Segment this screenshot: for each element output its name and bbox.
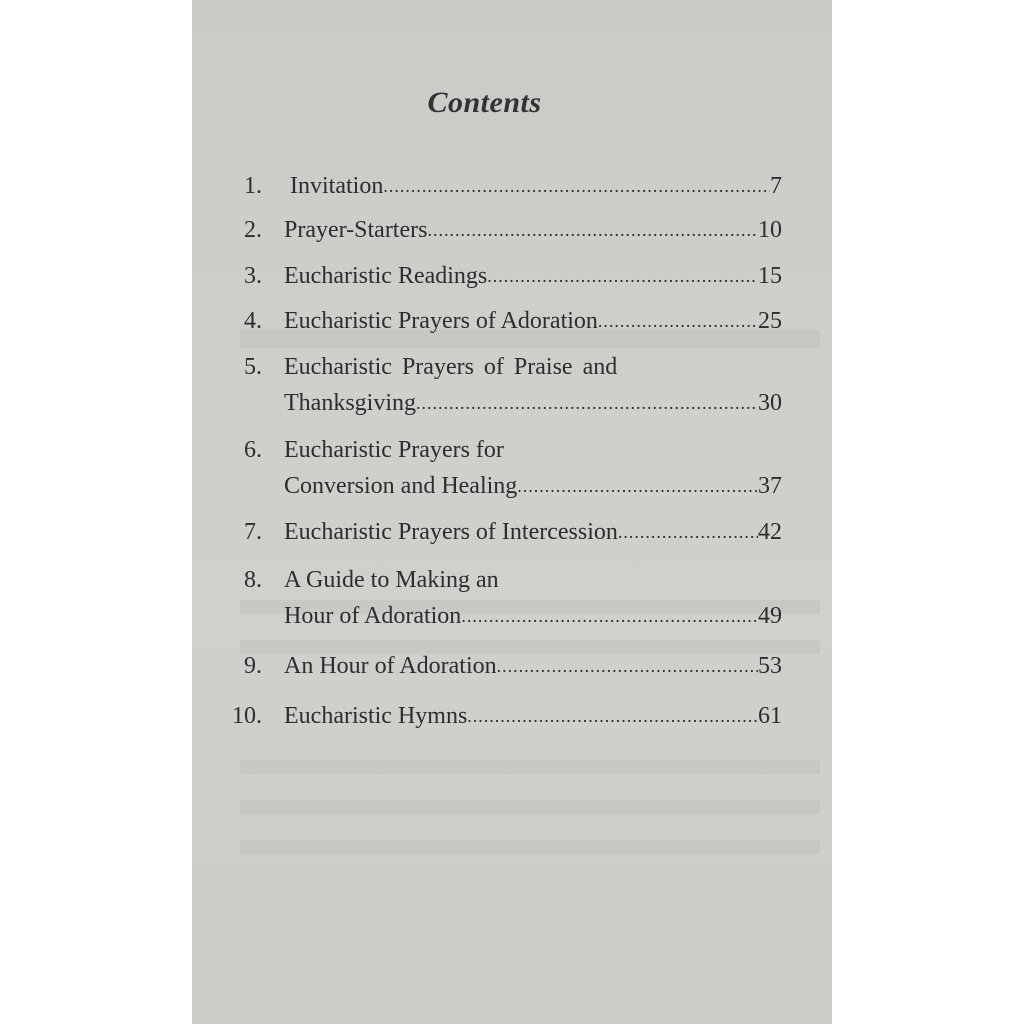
- dot-leader: [427, 212, 758, 248]
- dot-leader: [416, 385, 758, 421]
- toc-entry-page: 37: [758, 473, 782, 499]
- toc-entry-title-continued: Hour of Adoration: [284, 603, 462, 629]
- toc-entry-page: 42: [758, 519, 782, 545]
- dot-leader: [487, 258, 758, 294]
- toc-entry-title: Invitation: [290, 173, 384, 199]
- bleed-through-shade: [240, 800, 820, 814]
- dot-leader: [618, 514, 758, 550]
- toc-entry-page: 49: [758, 603, 782, 629]
- bleed-through-shade: [240, 760, 820, 774]
- toc-entry-title: Eucharistic Prayers of Praise and: [284, 354, 618, 380]
- toc-entry-number: 7.: [244, 519, 262, 545]
- toc-entry-page: 10: [758, 217, 782, 243]
- toc-entry-title: An Hour of Adoration: [284, 653, 497, 679]
- toc-entry-page: 25: [758, 308, 782, 334]
- toc-entry-number: 6.: [244, 437, 262, 463]
- toc-entry-title: Eucharistic Readings: [284, 263, 488, 289]
- toc-entry-title: Eucharistic Prayers of Intercession: [284, 519, 618, 545]
- toc-entry-title: Eucharistic Prayers of Adoration: [284, 308, 598, 334]
- toc-entry-page: 61: [758, 703, 782, 729]
- toc-entry-title: A Guide to Making an: [284, 567, 499, 593]
- dot-leader: [517, 468, 758, 504]
- toc-entry-page: 30: [758, 390, 782, 416]
- toc-entry-title-continued: Thanksgiving: [284, 390, 416, 416]
- toc-entry-number: 4.: [244, 308, 262, 334]
- toc-entry-title: Eucharistic Hymns: [284, 703, 468, 729]
- dot-leader: [383, 168, 770, 204]
- dot-leader: [461, 598, 758, 634]
- toc-entry-title-continued: Conversion and Healing: [284, 473, 518, 499]
- dot-leader: [598, 303, 758, 339]
- toc-entry-number: 5.: [244, 354, 262, 380]
- bleed-through-shade: [240, 840, 820, 854]
- toc-entry-title: Eucharistic Prayers for: [284, 437, 504, 463]
- toc-entry-number: 10.: [232, 703, 262, 729]
- toc-entry-page: 53: [758, 653, 782, 679]
- toc-entry-number: 9.: [244, 653, 262, 679]
- dot-leader: [467, 698, 758, 734]
- toc-entry-number: 8.: [244, 567, 262, 593]
- toc-entry-number: 1.: [244, 173, 262, 199]
- toc-entry-title: Prayer-Starters: [284, 217, 428, 243]
- toc-entry-page: 7: [770, 173, 782, 199]
- toc-entry-number: 3.: [244, 263, 262, 289]
- page-title: Contents: [427, 86, 542, 119]
- dot-leader: [497, 648, 758, 684]
- book-page: [192, 0, 832, 1024]
- toc-entry-page: 15: [758, 263, 782, 289]
- toc-entry-number: 2.: [244, 217, 262, 243]
